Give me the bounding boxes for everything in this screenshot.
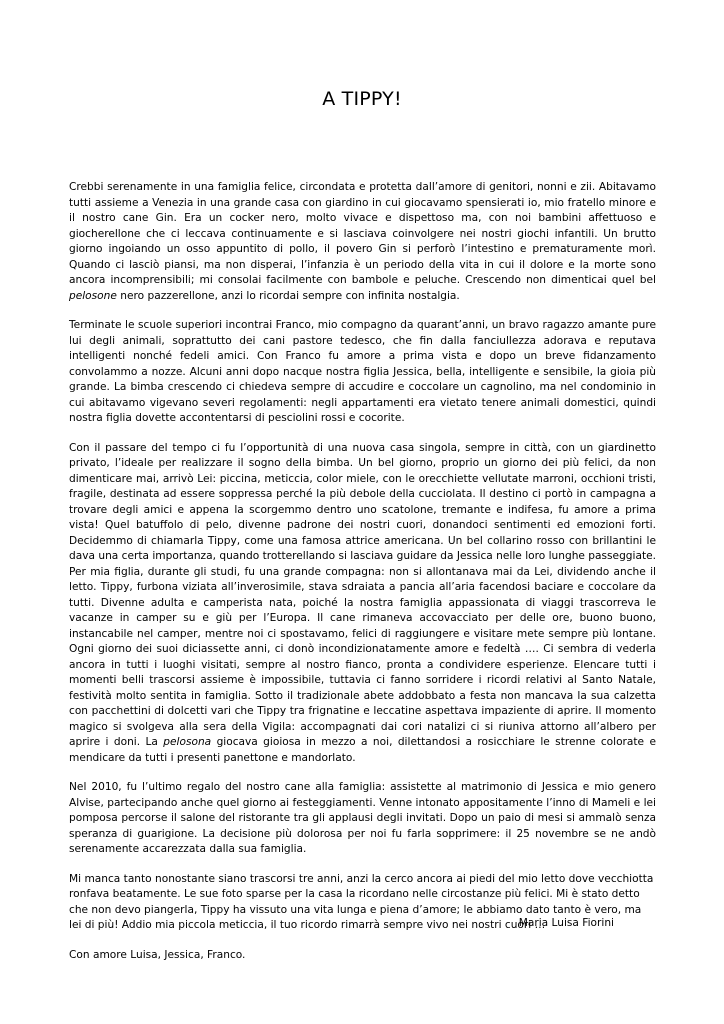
italic-text: pelosona <box>163 736 212 748</box>
signature: Maria Luisa Fiorini <box>518 917 614 929</box>
closing-line: Con amore Luisa, Jessica, Franco. <box>69 948 246 961</box>
paragraph-text: Nel 2010, fu l’ultimo regalo del nostro cane alla famiglia: assistette al matrimonio di Jessica e mio genero Alvise, partecipando anche quel giorno ai festeggiamenti. Venne intonato appositamente l’inno di Mameli e lei pomposa percorse il salone del ristorante tra gli applausi degli invitati. Dopo un paio di mesi si ammalò senza speranza di guarigione. La decisione più dolorosa per noi fu farla sopprimere: il 25 novembre se ne andò serenamente accarezzata dalla sua famiglia. <box>69 781 656 855</box>
paragraph-text: Crebbi serenamente in una famiglia felice, circondata e protetta dall’amore di genitori, nonni e zii. Abitavamo tutti assieme a Venezia in una grande casa con giardino in cui giocavamo spensierati io, mio fratello minore e il nostro cane Gin. Era un cocker nero, molto vivace e dispettoso ma, con noi bambini affettuoso e giocherellone che ci leccava continuamente e si lasciava coinvolgere nei nostri giochi infantili. Un brutto giorno ingoiando un osso appuntito di pollo, il povero Gin si perforò l’intestino e prematuramente morì. Quando ci lasciò piansi, ma non disperai, l’infanzia è un periodo della vita in cui il dolore e la morte sono ancora incomprensibili; mi consolai facilmente con bambole e peluche. Crescendo non dimenticai quel bel <box>69 181 656 286</box>
paragraph-text: Mi manca tanto nonostante siano trascorsi tre anni, anzi la cerco ancora ai piedi del mio letto dove vecchiotta ronfava beatamente. Le sue foto sparse per la casa la ricordano nelle circostanze più felici. Mi è stato detto che non devo piangerla, Tippy ha vissuto una vita lunga e piena d’amore; le abbiamo dato tanto è vero, ma lei di più! Addio mia piccola meticcia, il tuo ricordo rimarrà sempre vivo nei nostri cuori … <box>69 872 654 931</box>
paragraph <box>69 318 656 427</box>
italic-text: pelosone <box>69 289 117 302</box>
document-body <box>69 180 656 963</box>
paragraph-text: giocava gioiosa in mezzo a noi, dilettandosi a rosicchiare le strenne colorate e mendicare da tutti i presenti panettone e mandorlato. <box>69 736 656 764</box>
paragraph <box>69 441 656 767</box>
paragraph <box>69 180 656 304</box>
paragraph-text: Terminate le scuole superiori incontrai Franco, mio compagno da quarant’anni, un bravo ragazzo amante pure lui degli animali, soprattutto dei cani pastore tedesco, che fin dalla fanciullezza adorava e reputava intelligenti nonché fedeli amici. Con Franco fu amore a prima vista e dopo un breve fidanzamento convolammo a nozze. Alcuni anni dopo nacque nostra figlia Jessica, bella, intelligente e sensibile, la gioia più grande. La bimba crescendo ci chiedeva sempre di accudire e coccolare un cagnolino, ma nel condominio in cui abitavamo vigevano severi regolamenti: negli appartamenti era vietato tenere animali domestici, quindi nostra figlia dovette accontentarsi di pesciolini rossi e cocorite. <box>69 319 656 424</box>
paragraph-text: nero pazzerellone, anzi lo ricordai sempre con infinita nostalgia. <box>116 289 460 302</box>
paragraph <box>69 780 656 858</box>
paragraph-text: Con il passare del tempo ci fu l’opportunità di una nuova casa singola, sempre in città, con un giardinetto privato, l’ideale per realizzare il sogno della bimba. Un bel giorno, proprio un giorno dei più felici, da non dimenticare mai, arrivò Lei: piccina, meticcia, color miele, con le orecchiette vellutate marroni, occhioni tristi, fragile, destinata ad essere soppressa perché la più debole della cucciolata. Il destino ci portò in campagna a trovare degli amici e appena la scorgemmo dentro uno scatolone, tremante e indifesa, fu amore a prima vista! Quel batuffolo di pelo, divenne padrone dei nostri cuori, donandoci sentimenti ed emozioni forti. Decidemmo di chiamarla Tippy, come una famosa attrice americana. Un bel collarino rosso con brillantini le dava una certa importanza, quando trotterellando si lasciava guidare da Jessica nelle loro lunghe passeggiate. Per mia figlia, durante gli studi, fu una grande compagna: non si allontanava mai da Lei, dividendo anche il letto. Tippy, furbona viziata all’inverosimile, stava sdraiata a pancia all’aria facendosi baciare e coccolare da tutti. Divenne adulta e camperista nata, poiché la nostra famiglia appassionata di viaggi trascorreva le vacanze in camper su e giù per l’Europa. Il cane rimaneva accovacciato per delle ore, buono buono, instancabile nel camper, mentre noi ci spostavamo, felici di raggiungere e visitare mete sempre più lontane. Ogni giorno dei suoi diciassette anni, ci donò incondizionatamente amore e fedeltà …. Ci sembra di vederla ancora in tutti i luoghi visitati, sempre al nostro fianco, pronta a condividere esperienze. Elencare tutti i momenti belli trascorsi assieme è impossibile, tuttavia ci fanno sorridere i ricordi relativi al Santo Natale, festività molto sentita in famiglia. Sotto il tradizionale abete addobbato a festa non mancava la sua calzetta con pacchettini di dolcetti vari che Tippy tra frignatine e leccatine aspettava impaziente di aprire. Il momento magico si svolgeva alla sera della Vigila: accompagnati dai cori natalizi ci si riuniva attorno all’albero per aprire i doni. La <box>69 441 656 748</box>
document-title: A TIPPY! <box>322 88 402 110</box>
